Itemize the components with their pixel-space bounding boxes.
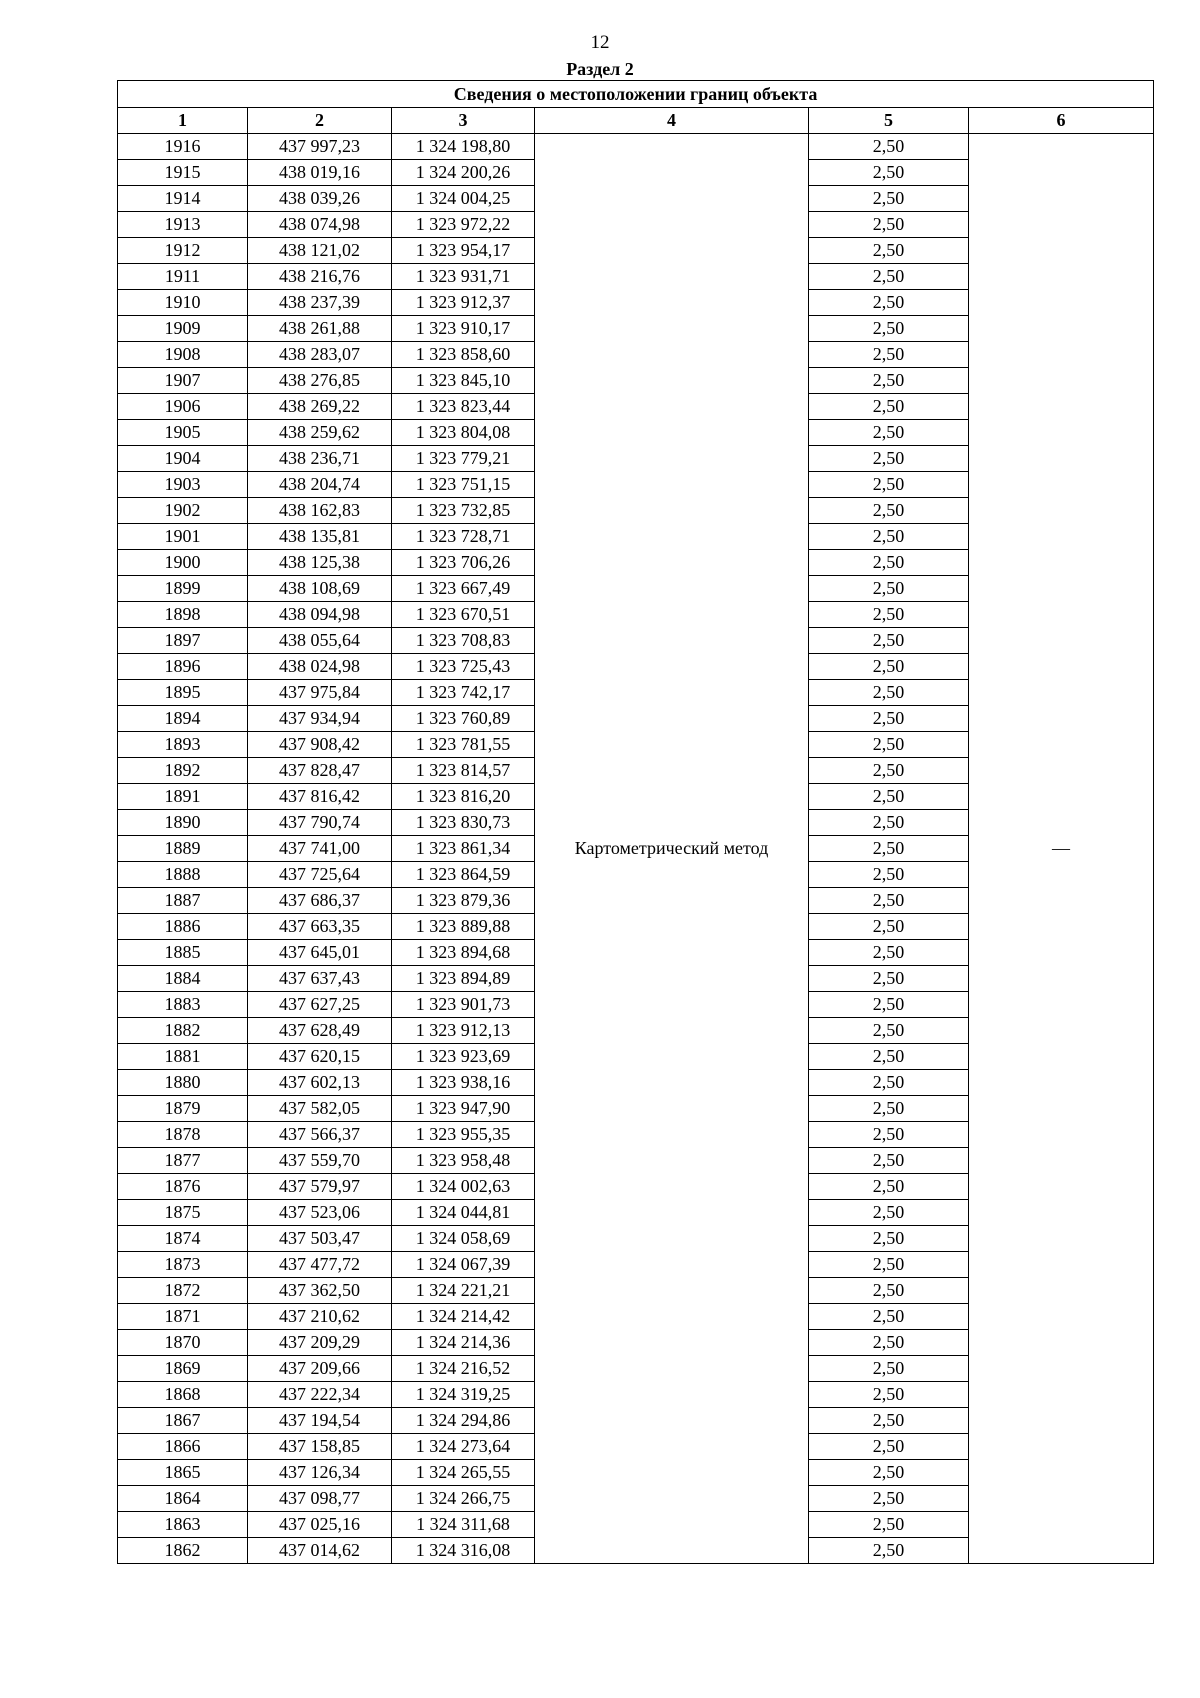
- point-number-cell: 1901: [118, 524, 248, 550]
- precision-cell: 2,50: [809, 992, 969, 1018]
- point-number-cell: 1866: [118, 1434, 248, 1460]
- point-number-cell: 1916: [118, 134, 248, 160]
- point-number-cell: 1873: [118, 1252, 248, 1278]
- column-header-row: [118, 108, 1154, 134]
- coordinate-y-cell: 1 323 889,88: [392, 914, 535, 940]
- point-number-cell: 1911: [118, 264, 248, 290]
- precision-cell: 2,50: [809, 212, 969, 238]
- coordinate-y-cell: 1 323 947,90: [392, 1096, 535, 1122]
- precision-cell: 2,50: [809, 810, 969, 836]
- coordinate-y-cell: 1 323 814,57: [392, 758, 535, 784]
- precision-cell: 2,50: [809, 290, 969, 316]
- precision-cell: 2,50: [809, 264, 969, 290]
- precision-cell: 2,50: [809, 966, 969, 992]
- precision-cell: 2,50: [809, 1434, 969, 1460]
- coordinate-y-cell: 1 323 742,17: [392, 680, 535, 706]
- coordinate-x-cell: 437 194,54: [248, 1408, 392, 1434]
- point-number-cell: 1914: [118, 186, 248, 212]
- coordinate-y-cell: 1 323 732,85: [392, 498, 535, 524]
- coordinate-y-cell: 1 323 864,59: [392, 862, 535, 888]
- point-number-cell: 1880: [118, 1070, 248, 1096]
- coordinate-y-cell: 1 323 823,44: [392, 394, 535, 420]
- precision-cell: 2,50: [809, 576, 969, 602]
- coordinate-x-cell: 438 135,81: [248, 524, 392, 550]
- precision-cell: 2,50: [809, 836, 969, 862]
- precision-cell: 2,50: [809, 888, 969, 914]
- precision-cell: 2,50: [809, 1382, 969, 1408]
- point-number-cell: 1897: [118, 628, 248, 654]
- method-cell: Картометрический метод: [535, 134, 809, 1564]
- point-number-cell: 1899: [118, 576, 248, 602]
- coordinate-x-cell: 437 477,72: [248, 1252, 392, 1278]
- coordinate-x-cell: 437 098,77: [248, 1486, 392, 1512]
- coordinate-y-cell: 1 324 265,55: [392, 1460, 535, 1486]
- precision-cell: 2,50: [809, 160, 969, 186]
- coordinate-y-cell: 1 324 311,68: [392, 1512, 535, 1538]
- page-number: 12: [590, 32, 610, 53]
- point-number-cell: 1868: [118, 1382, 248, 1408]
- precision-cell: 2,50: [809, 186, 969, 212]
- coordinate-y-cell: 1 323 861,34: [392, 836, 535, 862]
- point-number-cell: 1890: [118, 810, 248, 836]
- coordinate-x-cell: 438 259,62: [248, 420, 392, 446]
- coordinate-x-cell: 437 523,06: [248, 1200, 392, 1226]
- coordinate-x-cell: 438 162,83: [248, 498, 392, 524]
- precision-cell: 2,50: [809, 550, 969, 576]
- point-number-cell: 1863: [118, 1512, 248, 1538]
- precision-cell: 2,50: [809, 316, 969, 342]
- coordinate-x-cell: 437 362,50: [248, 1278, 392, 1304]
- point-number-cell: 1913: [118, 212, 248, 238]
- coordinate-x-cell: 437 025,16: [248, 1512, 392, 1538]
- coordinate-y-cell: 1 324 316,08: [392, 1538, 535, 1564]
- precision-cell: 2,50: [809, 1278, 969, 1304]
- column-header-4: 4: [535, 108, 809, 134]
- precision-cell: 2,50: [809, 1356, 969, 1382]
- point-number-cell: 1876: [118, 1174, 248, 1200]
- coordinate-x-cell: 438 108,69: [248, 576, 392, 602]
- coordinate-x-cell: 437 014,62: [248, 1538, 392, 1564]
- precision-cell: 2,50: [809, 784, 969, 810]
- precision-cell: 2,50: [809, 1538, 969, 1564]
- coordinate-y-cell: 1 323 708,83: [392, 628, 535, 654]
- coordinate-x-cell: 437 975,84: [248, 680, 392, 706]
- coordinate-y-cell: 1 324 198,80: [392, 134, 535, 160]
- precision-cell: 2,50: [809, 862, 969, 888]
- table-caption: Сведения о местоположении границ объекта: [118, 81, 1154, 108]
- precision-cell: 2,50: [809, 394, 969, 420]
- point-number-cell: 1900: [118, 550, 248, 576]
- point-number-cell: 1904: [118, 446, 248, 472]
- coordinate-y-cell: 1 324 067,39: [392, 1252, 535, 1278]
- coordinate-y-cell: 1 323 781,55: [392, 732, 535, 758]
- point-number-cell: 1862: [118, 1538, 248, 1564]
- point-number-cell: 1888: [118, 862, 248, 888]
- coordinate-x-cell: 437 637,43: [248, 966, 392, 992]
- precision-cell: 2,50: [809, 680, 969, 706]
- coordinate-x-cell: 437 686,37: [248, 888, 392, 914]
- point-number-cell: 1869: [118, 1356, 248, 1382]
- coordinate-x-cell: 437 559,70: [248, 1148, 392, 1174]
- coordinate-y-cell: 1 323 779,21: [392, 446, 535, 472]
- point-number-cell: 1882: [118, 1018, 248, 1044]
- precision-cell: 2,50: [809, 524, 969, 550]
- coordinate-x-cell: 438 039,26: [248, 186, 392, 212]
- precision-cell: 2,50: [809, 420, 969, 446]
- precision-cell: 2,50: [809, 602, 969, 628]
- precision-cell: 2,50: [809, 1304, 969, 1330]
- coordinate-x-cell: 437 934,94: [248, 706, 392, 732]
- coordinate-x-cell: 437 627,25: [248, 992, 392, 1018]
- coordinate-y-cell: 1 323 912,13: [392, 1018, 535, 1044]
- precision-cell: 2,50: [809, 1044, 969, 1070]
- point-number-cell: 1906: [118, 394, 248, 420]
- coordinate-y-cell: 1 323 923,69: [392, 1044, 535, 1070]
- point-number-cell: 1915: [118, 160, 248, 186]
- coordinate-x-cell: 437 663,35: [248, 914, 392, 940]
- point-number-cell: 1909: [118, 316, 248, 342]
- precision-cell: 2,50: [809, 1408, 969, 1434]
- point-number-cell: 1872: [118, 1278, 248, 1304]
- point-number-cell: 1878: [118, 1122, 248, 1148]
- coordinate-x-cell: 437 566,37: [248, 1122, 392, 1148]
- precision-cell: 2,50: [809, 628, 969, 654]
- point-number-cell: 1886: [118, 914, 248, 940]
- column-header-6: 6: [969, 108, 1154, 134]
- coordinate-x-cell: 438 055,64: [248, 628, 392, 654]
- coordinate-y-cell: 1 324 266,75: [392, 1486, 535, 1512]
- coordinate-y-cell: 1 324 200,26: [392, 160, 535, 186]
- point-number-cell: 1910: [118, 290, 248, 316]
- column-header-1: 1: [118, 108, 248, 134]
- coordinate-y-cell: 1 323 725,43: [392, 654, 535, 680]
- coordinate-x-cell: 438 019,16: [248, 160, 392, 186]
- coordinate-x-cell: 438 216,76: [248, 264, 392, 290]
- point-number-cell: 1884: [118, 966, 248, 992]
- coordinate-y-cell: 1 323 858,60: [392, 342, 535, 368]
- coordinate-x-cell: 437 816,42: [248, 784, 392, 810]
- coordinate-y-cell: 1 323 879,36: [392, 888, 535, 914]
- coordinate-x-cell: 437 210,62: [248, 1304, 392, 1330]
- point-number-cell: 1907: [118, 368, 248, 394]
- precision-cell: 2,50: [809, 732, 969, 758]
- point-number-cell: 1865: [118, 1460, 248, 1486]
- coordinate-y-cell: 1 323 955,35: [392, 1122, 535, 1148]
- point-number-cell: 1879: [118, 1096, 248, 1122]
- coordinate-y-cell: 1 323 954,17: [392, 238, 535, 264]
- precision-cell: 2,50: [809, 1330, 969, 1356]
- coordinate-y-cell: 1 323 894,68: [392, 940, 535, 966]
- table-body: [118, 134, 1154, 1564]
- point-number-cell: 1905: [118, 420, 248, 446]
- column-header-5: 5: [809, 108, 969, 134]
- coordinate-y-cell: 1 323 670,51: [392, 602, 535, 628]
- point-number-cell: 1885: [118, 940, 248, 966]
- point-number-cell: 1908: [118, 342, 248, 368]
- coordinate-y-cell: 1 323 751,15: [392, 472, 535, 498]
- point-number-cell: 1912: [118, 238, 248, 264]
- table-row: [118, 134, 1154, 160]
- coordinate-x-cell: 437 126,34: [248, 1460, 392, 1486]
- precision-cell: 2,50: [809, 940, 969, 966]
- coordinate-y-cell: 1 324 058,69: [392, 1226, 535, 1252]
- point-number-cell: 1881: [118, 1044, 248, 1070]
- coordinate-x-cell: 438 276,85: [248, 368, 392, 394]
- coordinate-y-cell: 1 324 214,36: [392, 1330, 535, 1356]
- coordinate-x-cell: 437 209,66: [248, 1356, 392, 1382]
- point-number-cell: 1889: [118, 836, 248, 862]
- coordinate-x-cell: 437 209,29: [248, 1330, 392, 1356]
- coordinate-y-cell: 1 324 214,42: [392, 1304, 535, 1330]
- note-cell: —: [969, 134, 1154, 1564]
- coordinate-x-cell: 438 094,98: [248, 602, 392, 628]
- coordinate-y-cell: 1 324 273,64: [392, 1434, 535, 1460]
- section-title: Раздел 2: [566, 59, 634, 79]
- precision-cell: 2,50: [809, 238, 969, 264]
- coordinate-y-cell: 1 323 972,22: [392, 212, 535, 238]
- coordinate-x-cell: 438 237,39: [248, 290, 392, 316]
- precision-cell: 2,50: [809, 472, 969, 498]
- coordinate-y-cell: 1 323 901,73: [392, 992, 535, 1018]
- point-number-cell: 1891: [118, 784, 248, 810]
- coordinate-x-cell: 437 741,00: [248, 836, 392, 862]
- column-header-2: 2: [248, 108, 392, 134]
- coordinate-y-cell: 1 324 004,25: [392, 186, 535, 212]
- coordinate-x-cell: 438 269,22: [248, 394, 392, 420]
- coordinate-x-cell: 438 261,88: [248, 316, 392, 342]
- coordinate-y-cell: 1 323 938,16: [392, 1070, 535, 1096]
- coordinate-x-cell: 438 283,07: [248, 342, 392, 368]
- coordinate-x-cell: 437 790,74: [248, 810, 392, 836]
- precision-cell: 2,50: [809, 1252, 969, 1278]
- precision-cell: 2,50: [809, 498, 969, 524]
- coordinate-x-cell: 438 204,74: [248, 472, 392, 498]
- coordinate-x-cell: 438 074,98: [248, 212, 392, 238]
- precision-cell: 2,50: [809, 1226, 969, 1252]
- coordinate-y-cell: 1 323 845,10: [392, 368, 535, 394]
- coordinate-x-cell: 437 725,64: [248, 862, 392, 888]
- coordinate-x-cell: 438 236,71: [248, 446, 392, 472]
- coordinate-y-cell: 1 323 760,89: [392, 706, 535, 732]
- precision-cell: 2,50: [809, 1486, 969, 1512]
- precision-cell: 2,50: [809, 706, 969, 732]
- point-number-cell: 1893: [118, 732, 248, 758]
- point-number-cell: 1883: [118, 992, 248, 1018]
- point-number-cell: 1864: [118, 1486, 248, 1512]
- point-number-cell: 1902: [118, 498, 248, 524]
- precision-cell: 2,50: [809, 446, 969, 472]
- coordinate-x-cell: 438 121,02: [248, 238, 392, 264]
- coordinate-y-cell: 1 324 221,21: [392, 1278, 535, 1304]
- precision-cell: 2,50: [809, 368, 969, 394]
- point-number-cell: 1895: [118, 680, 248, 706]
- precision-cell: 2,50: [809, 1460, 969, 1486]
- coordinate-y-cell: 1 323 912,37: [392, 290, 535, 316]
- coordinate-x-cell: 437 908,42: [248, 732, 392, 758]
- precision-cell: 2,50: [809, 134, 969, 160]
- point-number-cell: 1874: [118, 1226, 248, 1252]
- coordinate-y-cell: 1 323 894,89: [392, 966, 535, 992]
- coordinate-x-cell: 437 828,47: [248, 758, 392, 784]
- coordinate-y-cell: 1 324 044,81: [392, 1200, 535, 1226]
- coordinate-y-cell: 1 324 319,25: [392, 1382, 535, 1408]
- coordinate-x-cell: 437 579,97: [248, 1174, 392, 1200]
- coordinate-y-cell: 1 323 931,71: [392, 264, 535, 290]
- point-number-cell: 1898: [118, 602, 248, 628]
- coordinate-x-cell: 438 024,98: [248, 654, 392, 680]
- coordinate-x-cell: 437 997,23: [248, 134, 392, 160]
- coordinate-x-cell: 438 125,38: [248, 550, 392, 576]
- coordinate-x-cell: 437 582,05: [248, 1096, 392, 1122]
- coordinate-y-cell: 1 323 816,20: [392, 784, 535, 810]
- coordinate-y-cell: 1 323 804,08: [392, 420, 535, 446]
- point-number-cell: 1877: [118, 1148, 248, 1174]
- precision-cell: 2,50: [809, 1148, 969, 1174]
- coordinate-x-cell: 437 158,85: [248, 1434, 392, 1460]
- precision-cell: 2,50: [809, 758, 969, 784]
- coordinate-x-cell: 437 602,13: [248, 1070, 392, 1096]
- coordinate-y-cell: 1 323 728,71: [392, 524, 535, 550]
- coordinate-y-cell: 1 324 002,63: [392, 1174, 535, 1200]
- precision-cell: 2,50: [809, 1200, 969, 1226]
- point-number-cell: 1892: [118, 758, 248, 784]
- boundary-table: [117, 80, 1154, 1564]
- coordinate-y-cell: 1 323 910,17: [392, 316, 535, 342]
- coordinate-x-cell: 437 620,15: [248, 1044, 392, 1070]
- point-number-cell: 1875: [118, 1200, 248, 1226]
- coordinate-y-cell: 1 324 294,86: [392, 1408, 535, 1434]
- point-number-cell: 1894: [118, 706, 248, 732]
- precision-cell: 2,50: [809, 1174, 969, 1200]
- coordinate-y-cell: 1 323 667,49: [392, 576, 535, 602]
- coordinate-x-cell: 437 645,01: [248, 940, 392, 966]
- precision-cell: 2,50: [809, 1096, 969, 1122]
- point-number-cell: 1867: [118, 1408, 248, 1434]
- precision-cell: 2,50: [809, 1122, 969, 1148]
- point-number-cell: 1887: [118, 888, 248, 914]
- point-number-cell: 1896: [118, 654, 248, 680]
- point-number-cell: 1903: [118, 472, 248, 498]
- precision-cell: 2,50: [809, 914, 969, 940]
- coordinate-x-cell: 437 222,34: [248, 1382, 392, 1408]
- precision-cell: 2,50: [809, 1512, 969, 1538]
- coordinate-x-cell: 437 628,49: [248, 1018, 392, 1044]
- coordinate-y-cell: 1 323 706,26: [392, 550, 535, 576]
- precision-cell: 2,50: [809, 342, 969, 368]
- coordinate-y-cell: 1 324 216,52: [392, 1356, 535, 1382]
- precision-cell: 2,50: [809, 654, 969, 680]
- precision-cell: 2,50: [809, 1070, 969, 1096]
- column-header-3: 3: [392, 108, 535, 134]
- coordinate-x-cell: 437 503,47: [248, 1226, 392, 1252]
- coordinate-y-cell: 1 323 830,73: [392, 810, 535, 836]
- precision-cell: 2,50: [809, 1018, 969, 1044]
- coordinate-y-cell: 1 323 958,48: [392, 1148, 535, 1174]
- point-number-cell: 1871: [118, 1304, 248, 1330]
- point-number-cell: 1870: [118, 1330, 248, 1356]
